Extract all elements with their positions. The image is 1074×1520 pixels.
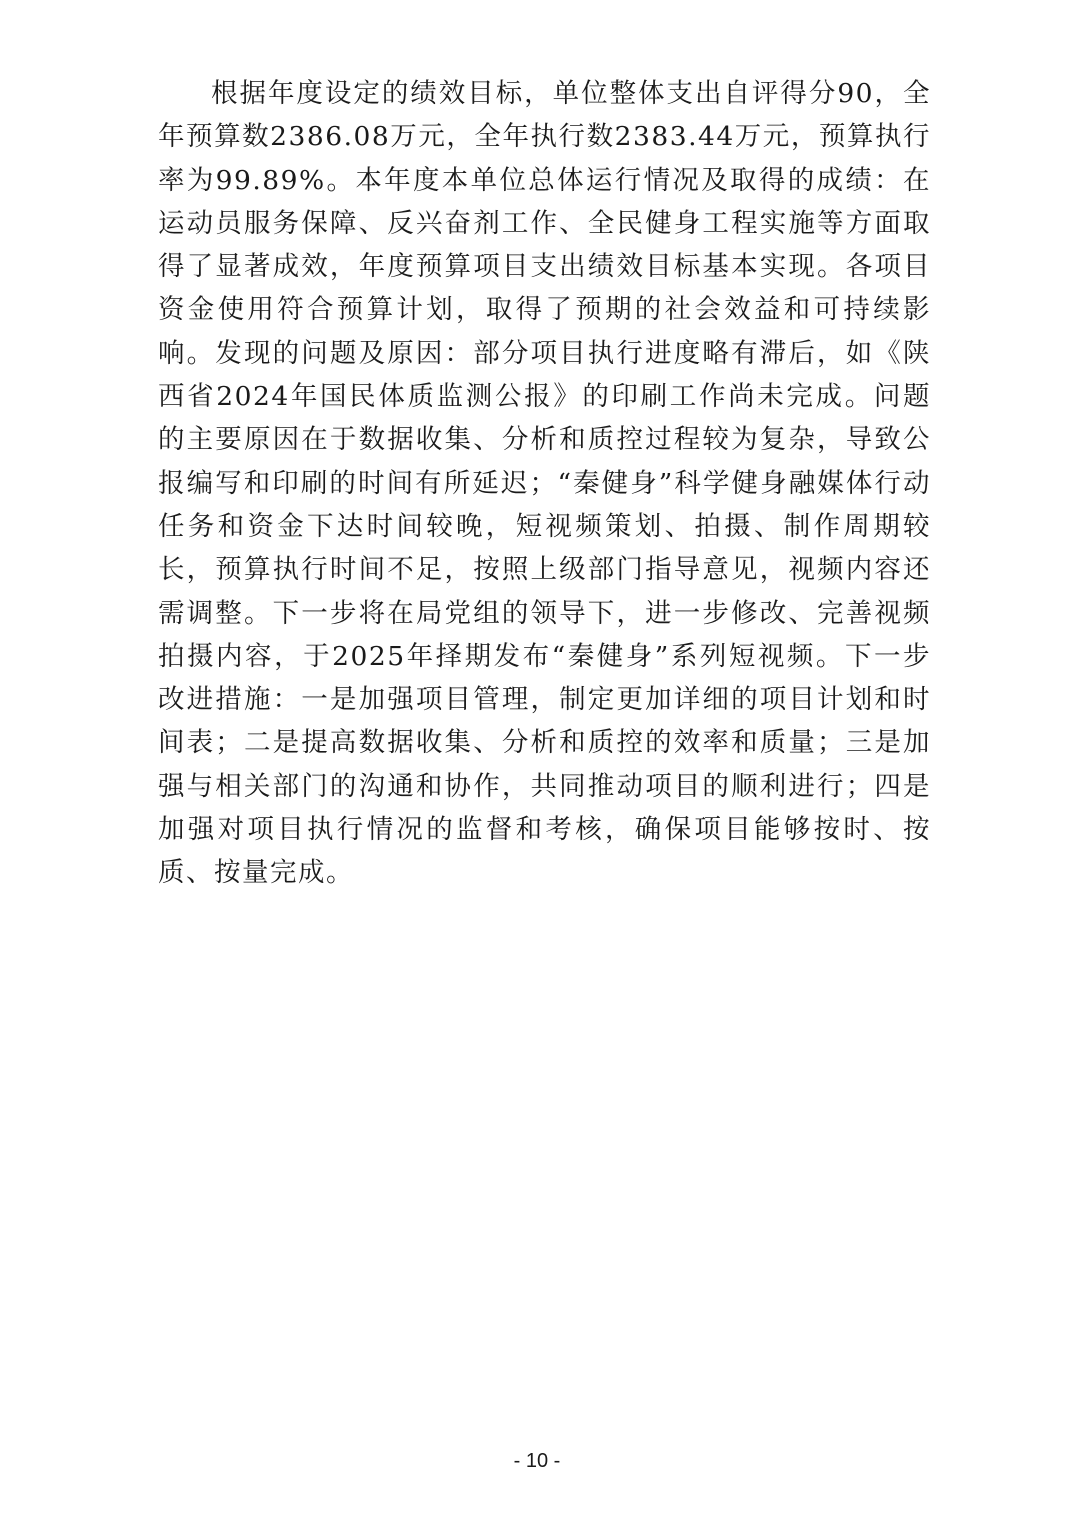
page-number: - 10 - [513,1450,561,1472]
body-paragraph: 根据年度设定的绩效目标，单位整体支出自评得分90，全年预算数2386.08万元，全年执行数2383.44万元，预算执行率为99.89%。本年度本单位总体运行情况及取得的成绩：在运动员服务保障、反兴奋剂工作、全民健身工程实施等方面取得了显著成效，年度预算项目支出绩效目标基本实现。各项目资金使用符合预算计划，取得了预期的社会效益和可持续影响。发现的问题及原因：部分项目执行进度略有滞后，如《陕西省2024年国民体质监测公报》的印刷工作尚未完成。问题的主要原因在于数据收集、分析和质控过程较为复杂，导致公报编写和印刷的时间有所延迟；“秦健身”科学健身融媒体行动任务和资金下达时间较晚，短视频策划、拍摄、制作周期较长，预算执行时间不足，按照上级部门指导意见，视频内容还需调整。下一步将在局党组的领导下，进一步修改、完善视频拍摄内容，于2025年择期发布“秦健身”系列短视频。下一步改进措施：一是加强项目管理，制定更加详细的项目计划和时间表；二是提高数据收集、分析和质控的效率和质量；三是加强与相关部门的沟通和协作，共同推动项目的顺利进行；四是加强对项目执行情况的监督和考核，确保项目能够按时、按质、按量完成。 [158,78,931,889]
